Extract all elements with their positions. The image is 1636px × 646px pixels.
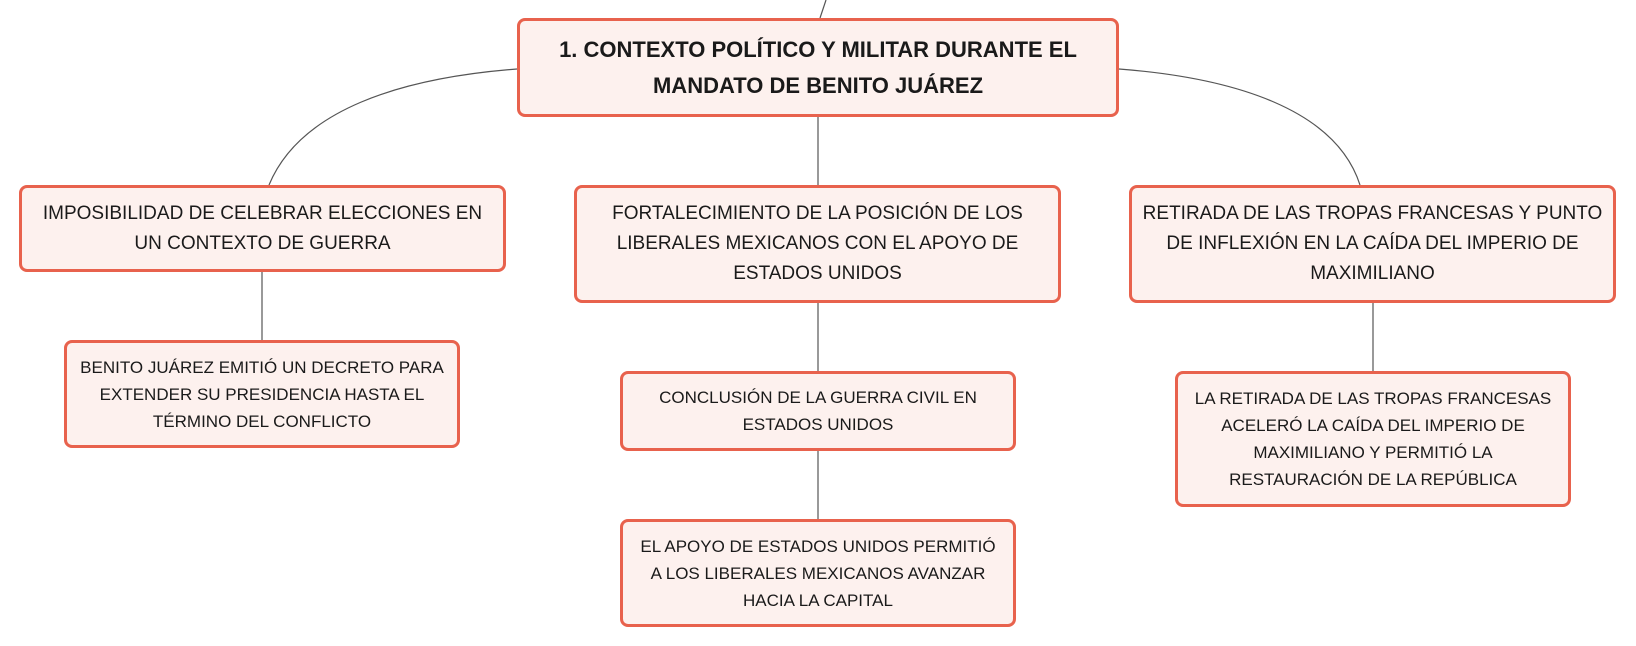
subtopic-label: BENITO JUÁREZ EMITIÓ UN DECRETO PARA EXTENDER SU PRESIDENCIA HASTA EL TÉRMINO DEL CONFLICTO [80,357,444,431]
root-topic-label: 1. CONTEXTO POLÍTICO Y MILITAR DURANTE EL MANDATO DE BENITO JUÁREZ [559,36,1077,98]
branch-label: FORTALECIMIENTO DE LA POSICIÓN DE LOS LIBERALES MEXICANOS CON EL APOYO DE ESTADOS UNIDOS [612,203,1023,284]
connector-root-branch-1 [269,69,517,185]
subtopic-guerra-civil[interactable] [620,371,1016,451]
branch-label: RETIRADA DE LAS TROPAS FRANCESAS Y PUNTO DE INFLEXIÓN EN LA CAÍDA DEL IMPERIO DE MAXIMILIANO [1142,203,1603,284]
branch-retirada[interactable] [1129,185,1616,303]
branch-fortalecimiento[interactable] [574,185,1061,303]
branch-label: IMPOSIBILIDAD DE CELEBRAR ELECCIONES EN UN CONTEXTO DE GUERRA [42,202,483,254]
root-topic[interactable] [517,18,1119,117]
branch-elecciones[interactable] [19,185,506,272]
subtopic-decreto[interactable] [64,340,460,448]
subtopic-label: LA RETIRADA DE LAS TROPAS FRANCESAS ACELERÓ LA CAÍDA DEL IMPERIO DE MAXIMILIANO Y PERMITIÓ LA RESTAURACIÓN DE LA REPÚBLICA [1194,389,1552,489]
connector-to-parent [820,0,826,18]
subtopic-label: EL APOYO DE ESTADOS UNIDOS PERMITIÓ A LOS LIBERALES MEXICANOS AVANZAR HACIA LA CAPITAL [640,536,996,610]
connector-root-branch-3 [1119,69,1360,185]
subtopic-restauracion[interactable] [1175,371,1571,507]
subtopic-apoyo-eeuu[interactable] [620,519,1016,627]
subtopic-label: CONCLUSIÓN DE LA GUERRA CIVIL EN ESTADOS UNIDOS [659,388,977,434]
